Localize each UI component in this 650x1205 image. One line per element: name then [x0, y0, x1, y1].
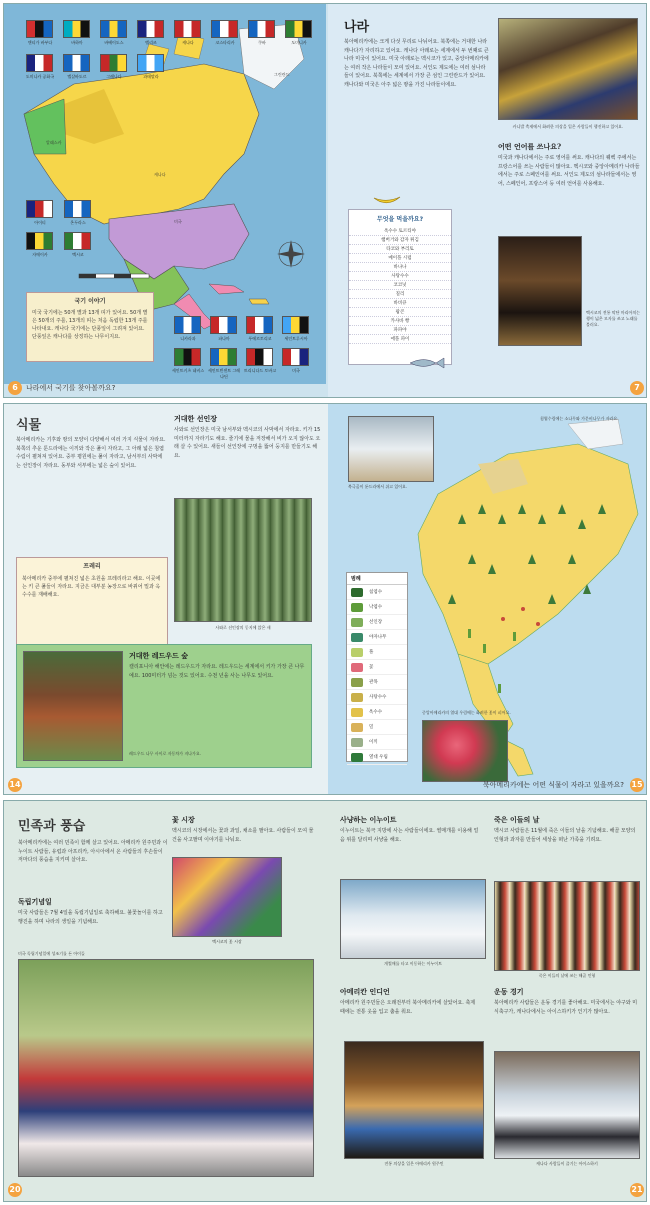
flag-caption: 아이티	[34, 220, 46, 225]
legend-label: 꽃	[369, 665, 374, 670]
carnival-photo	[498, 18, 638, 120]
legend-swatch	[351, 663, 363, 672]
food-list	[349, 227, 451, 344]
skeleton-dolls-caption: 죽은 이들의 날에 쓰는 해골 인형	[538, 973, 596, 978]
legend-item	[347, 690, 407, 705]
flag-image	[64, 200, 91, 218]
page-number-left: 20	[8, 1183, 22, 1197]
legend-label: 사탕수수	[369, 695, 387, 700]
legend-swatch	[351, 603, 363, 612]
market-text: 멕시코의 시장에서는 꽃과 과일, 채소를 팔아요. 사람들이 모여 물건을 사고팔며 이야기를 나눠요.	[172, 828, 314, 843]
banana-icon	[372, 194, 402, 206]
prairie-text: 북아메리카 중부에 펼쳐진 넓은 초원을 프레리라고 해요. 이곳에는 키 큰 풀들이 자라요. 지금은 대부분 농장으로 바뀌어 밀과 옥수수를 재배해요.	[22, 576, 161, 598]
legend-label: 야자나무	[369, 635, 387, 640]
food-list-item: 메이플 시럽	[349, 254, 451, 263]
flag-caption: 도미니카 공화국	[25, 74, 55, 79]
native-american-caption: 전통 의상을 입은 아메리카 원주민	[384, 1161, 444, 1166]
flag-story-text: 미국 국기에는 50개 별과 13개 띠가 있어요. 50개 별은 50개의 주를, 13개의 띠는 처음 독립한 13개 주를 나타내요. 캐나다 국기에는 단풍잎이 그려져 있어요. 단풍잎은 캐나다를 상징하는 나무이지요.	[32, 310, 148, 340]
flag-image	[137, 20, 164, 38]
legend-item	[347, 705, 407, 720]
flag-image	[282, 316, 309, 334]
ice-hockey-photo	[494, 1051, 640, 1159]
flag-caption: 푸에르토리코	[248, 336, 272, 341]
flag-image	[100, 20, 127, 38]
redwood-title: 거대한 레드우드 숲	[129, 651, 188, 660]
redwood-box	[16, 644, 312, 768]
food-list-item: 칠리	[349, 290, 451, 299]
legend-item	[347, 630, 407, 645]
language-title: 어떤 언어를 쓰나요?	[498, 142, 562, 151]
dog-sled-caption: 개썰매를 타고 이동하는 이누이트	[384, 961, 442, 966]
independence-text: 미국 사람들은 7월 4일을 독립기념일로 축하해요. 불꽃놀이를 하고 행진을 하며 나라의 생일을 기념해요.	[18, 910, 163, 925]
food-list-item: 타코와 부리토	[349, 245, 451, 254]
flag-caption: 자메이카	[32, 252, 48, 257]
dog-sled-photo	[340, 879, 486, 959]
flag-caption: 멕시코	[72, 252, 84, 257]
flag-image	[248, 20, 275, 38]
food-list-item: 팝콘	[349, 308, 451, 317]
food-list-item: 파파야	[349, 326, 451, 335]
flag-caption: 온두라스	[70, 220, 86, 225]
flag-image	[211, 20, 238, 38]
right-page-countries	[328, 4, 647, 398]
redwood-text: 캘리포니아 해안에는 레드우드가 자라요. 레드우드는 세계에서 키가 가장 큰 나무예요. 100미터가 넘는 것도 있어요. 수천 년을 사는 나무도 있어요.	[129, 664, 305, 679]
legend-item	[347, 600, 407, 615]
flag-image	[26, 200, 53, 218]
food-list-item: 코코넛	[349, 281, 451, 290]
mariachi-caption: 멕시코의 전통 악단 마리아치는 챙이 넓은 모자를 쓰고 노래를 불러요.	[586, 310, 641, 327]
flag-caption: 그레나다	[106, 74, 122, 79]
flower-market-photo	[172, 857, 282, 937]
flag-image	[64, 232, 91, 250]
page-number-right: 7	[630, 381, 644, 395]
flag-caption: 도미니카	[291, 40, 307, 45]
food-list-title: 무엇을 먹을까요?	[376, 216, 424, 223]
legend-item	[347, 585, 407, 600]
flag-image	[282, 348, 309, 366]
legend-label: 옥수수	[369, 710, 383, 715]
legend-item	[347, 720, 407, 735]
cactus-title: 거대한 선인장	[174, 414, 218, 423]
peoples-title: 민족과 풍습	[18, 819, 86, 834]
legend-label: 풀	[369, 650, 374, 655]
independence-photo	[18, 959, 314, 1177]
cactus-photo	[174, 498, 312, 622]
food-list-box	[348, 209, 452, 365]
tropical-flower-photo	[422, 720, 508, 782]
flag-caption: 파나마	[218, 336, 230, 341]
flag-story-title: 국기 이야기	[74, 298, 106, 305]
left-footer-text: 나라에서 국기를 찾아볼까요?	[26, 384, 116, 392]
flag-image	[100, 54, 127, 72]
tropical-flower-caption: 중앙아메리카의 열대 우림에는 화려한 꽃이 피어요.	[422, 710, 511, 715]
main-photo-caption: 미국 독립기념일에 성조기를 든 아이들	[18, 951, 85, 956]
language-text: 미국과 캐나다에서는 주로 영어를 써요. 캐나다의 퀘벡 주에서는 프랑스어를 쓰는 사람들이 많아요. 멕시코와 중앙아메리카 나라들에서는 주로 스페인어를 써요. 서인도 제도의 섬나라들에서는 영어, 스페인어, 프랑스어 등 여러 언어를 사용해요.	[498, 155, 640, 187]
flag-caption: 캐나다	[182, 40, 194, 45]
flag-image	[137, 54, 164, 72]
native-text: 아메리카 원주민들은 오래전부터 북아메리카에 살았어요. 축제 때에는 전통 옷을 입고 춤을 춰요.	[340, 1000, 476, 1015]
map-label-alaska: 알래스카	[46, 140, 62, 145]
day-dead-text: 멕시코 사람들은 11월에 죽은 이들의 날을 기념해요. 해골 모양의 인형과 과자를 만들어 세상을 떠난 가족을 기려요.	[494, 828, 636, 843]
skeleton-dolls-photo	[494, 881, 640, 971]
legend-item	[347, 675, 407, 690]
flag-image	[174, 316, 201, 334]
sport-text: 북아메리카 사람들은 운동 경기를 좋아해요. 미국에서는 야구와 미식축구가, 캐나다에서는 아이스하키가 인기가 많아요.	[494, 1000, 638, 1015]
map-label-greenland: 그린란드	[274, 72, 290, 77]
flag-image	[210, 348, 237, 366]
legend-swatch	[351, 738, 363, 747]
legend-swatch	[351, 708, 363, 717]
flag-image	[26, 54, 53, 72]
legend-label: 밀	[369, 725, 374, 730]
legend-rows	[347, 585, 407, 765]
legend-label: 이끼	[369, 740, 378, 745]
flag-caption: 코스타리카	[215, 40, 235, 45]
native-american-photo	[344, 1041, 484, 1159]
legend-swatch	[351, 633, 363, 642]
legend-item	[347, 645, 407, 660]
legend-swatch	[351, 618, 363, 627]
cactus-caption: 사와로 선인장의 둥지에 앉은 새	[215, 625, 271, 630]
flag-caption: 트리니다드 토바고	[243, 368, 277, 373]
polar-bear-photo	[348, 416, 434, 482]
forest-caption: 침엽수림에는 소나무와 가문비나무가 자라요.	[540, 416, 619, 421]
legend-item	[347, 735, 407, 750]
flag-image	[26, 20, 53, 38]
mariachi-photo	[498, 236, 582, 346]
market-title: 꽃 시장	[172, 815, 195, 824]
spread-plants	[3, 403, 647, 795]
food-list-item: 햄버거와 감자 튀김	[349, 236, 451, 245]
inuit-title: 사냥하는 이누이트	[340, 815, 397, 824]
day-dead-title: 죽은 이들의 날	[494, 815, 540, 824]
legend-swatch	[351, 693, 363, 702]
flag-caption: 세인트빈센트 그레나딘	[207, 368, 241, 379]
food-list-item: 카사바 빵	[349, 317, 451, 326]
legend-label: 관목	[369, 680, 378, 685]
vegetation-legend	[346, 572, 408, 762]
legend-title: 범례	[347, 573, 407, 585]
sport-title: 운동 경기	[494, 987, 524, 996]
legend-item	[347, 660, 407, 675]
flag-image	[285, 20, 312, 38]
food-list-item: 바나나	[349, 263, 451, 272]
page-number-right: 15	[630, 778, 644, 792]
food-list-item: 옥수수 토르티야	[349, 227, 451, 236]
food-list-item: 애플 파이	[349, 335, 451, 344]
flag-image	[174, 348, 201, 366]
right-footer-text: 북아메리카에는 어떤 식물이 자라고 있을까요?	[482, 781, 624, 789]
flag-image	[246, 348, 273, 366]
prairie-box	[16, 557, 168, 645]
legend-swatch	[351, 678, 363, 687]
redwood-photo	[23, 651, 123, 761]
section-title: 나라	[344, 20, 370, 35]
ice-hockey-caption: 캐나다 사람들이 즐기는 아이스하키	[536, 1161, 598, 1166]
flag-caption: 미국	[292, 368, 300, 373]
legend-swatch	[351, 723, 363, 732]
legend-label: 열대 우림	[369, 755, 388, 760]
map-label-usa: 미국	[174, 219, 182, 224]
peoples-intro: 북아메리카에는 여러 민족이 함께 살고 있어요. 아메리카 원주민과 이누이트 사람들, 유럽과 아프리카, 아시아에서 온 사람들의 후손들이 저마다의 풍습을 지키며 살아요.	[18, 840, 168, 863]
flag-caption: 앤티가 바부다	[27, 40, 53, 45]
legend-swatch	[351, 648, 363, 657]
legend-label: 선인장	[369, 620, 383, 625]
flag-image	[174, 20, 201, 38]
legend-item	[347, 615, 407, 630]
flag-caption: 벨리즈	[145, 40, 157, 45]
flag-image	[210, 316, 237, 334]
food-list-item: 사탕수수	[349, 272, 451, 281]
spread-countries	[3, 3, 647, 398]
map-label-canada: 캐나다	[154, 172, 166, 177]
legend-swatch	[351, 753, 363, 762]
fish-icon	[406, 356, 446, 370]
page-number-left: 14	[8, 778, 22, 792]
cactus-text: 사와로 선인장은 미국 남서부와 멕시코의 사막에서 자라요. 키가 15미터까지 자라기도 해요. 줄기에 물을 저장해서 비가 오지 않아도 오래 살 수 있어요. 새들이 선인장에 구멍을 뚫어 둥지를 만들기도 해요.	[174, 427, 321, 459]
polar-bear-caption: 북극곰이 툰드라에서 쉬고 있어요.	[348, 484, 408, 489]
flower-market-caption: 멕시코의 꽃 시장	[212, 939, 242, 944]
flag-caption: 바하마	[71, 40, 83, 45]
legend-swatch	[351, 588, 363, 597]
flag-caption: 니카라과	[180, 336, 196, 341]
flag-image	[26, 232, 53, 250]
flag-image	[63, 20, 90, 38]
prairie-title: 프레리	[83, 563, 101, 570]
flag-caption: 과테말라	[143, 74, 159, 79]
inuit-text: 이누이트는 북극 지방에 사는 사람들이에요. 썰매개를 이용해 얼음 위를 달리며 사냥을 해요.	[340, 828, 479, 843]
plants-title: 식물	[16, 418, 42, 433]
spread-peoples	[3, 800, 647, 1202]
legend-label: 침엽수	[369, 590, 383, 595]
native-title: 아메리칸 인디언	[340, 987, 390, 996]
flag-caption: 쿠바	[258, 40, 266, 45]
legend-item	[347, 750, 407, 765]
flag-caption: 바베이도스	[104, 40, 124, 45]
flag-caption: 세인트루시아	[284, 336, 308, 341]
redwood-caption: 레드우드 나무 사이로 자동차가 지나가요.	[129, 751, 202, 756]
independence-title: 독립기념일	[18, 897, 52, 906]
food-list-item: 바비큐	[349, 299, 451, 308]
plants-intro: 북아메리카는 기후와 땅의 모양이 다양해서 여러 가지 식물이 자라요. 북쪽의 추운 툰드라에는 이끼와 작은 풀이 자라고, 그 아래 넓은 침엽수림이 펼쳐져 있어요. 중부 평원에는 풀이 자라고, 남서부의 사막에는 선인장이 자라요. 동부와 서부에는 넓은 숲이 있어요.	[16, 437, 166, 469]
flag-caption: 세인트키츠 네비스	[171, 368, 205, 373]
legend-label: 낙엽수	[369, 605, 383, 610]
flag-image	[246, 316, 273, 334]
page-number-left: 6	[8, 381, 22, 395]
flag-image	[63, 54, 90, 72]
page-number-right: 21	[630, 1183, 644, 1197]
flag-caption: 엘살바도르	[67, 74, 87, 79]
carnival-caption: 카니발 축제에서 화려한 의상을 입은 사람들이 행진하고 있어요.	[512, 124, 624, 129]
intro-text: 북아메리카에는 크게 다섯 무리로 나뉘어요. 북쪽에는 거대한 나라 캐나다가 자리하고 있어요. 캐나다 아래로는 세계에서 두 번째로 큰 나라 미국이 있어요. 미국 아래로는 멕시코가 있고, 중앙아메리카에는 여러 작은 나라들이 모여 있어요. 서인도 제도에는 여러 섬나라들이 있어요. 북쪽에는 세계에서 가장 큰 섬인 그린란드가 있어요. 캐나다와 미국은 아주 넓은 땅을 가진 나라들이에요.	[344, 39, 489, 88]
flag-story-box	[26, 292, 154, 362]
